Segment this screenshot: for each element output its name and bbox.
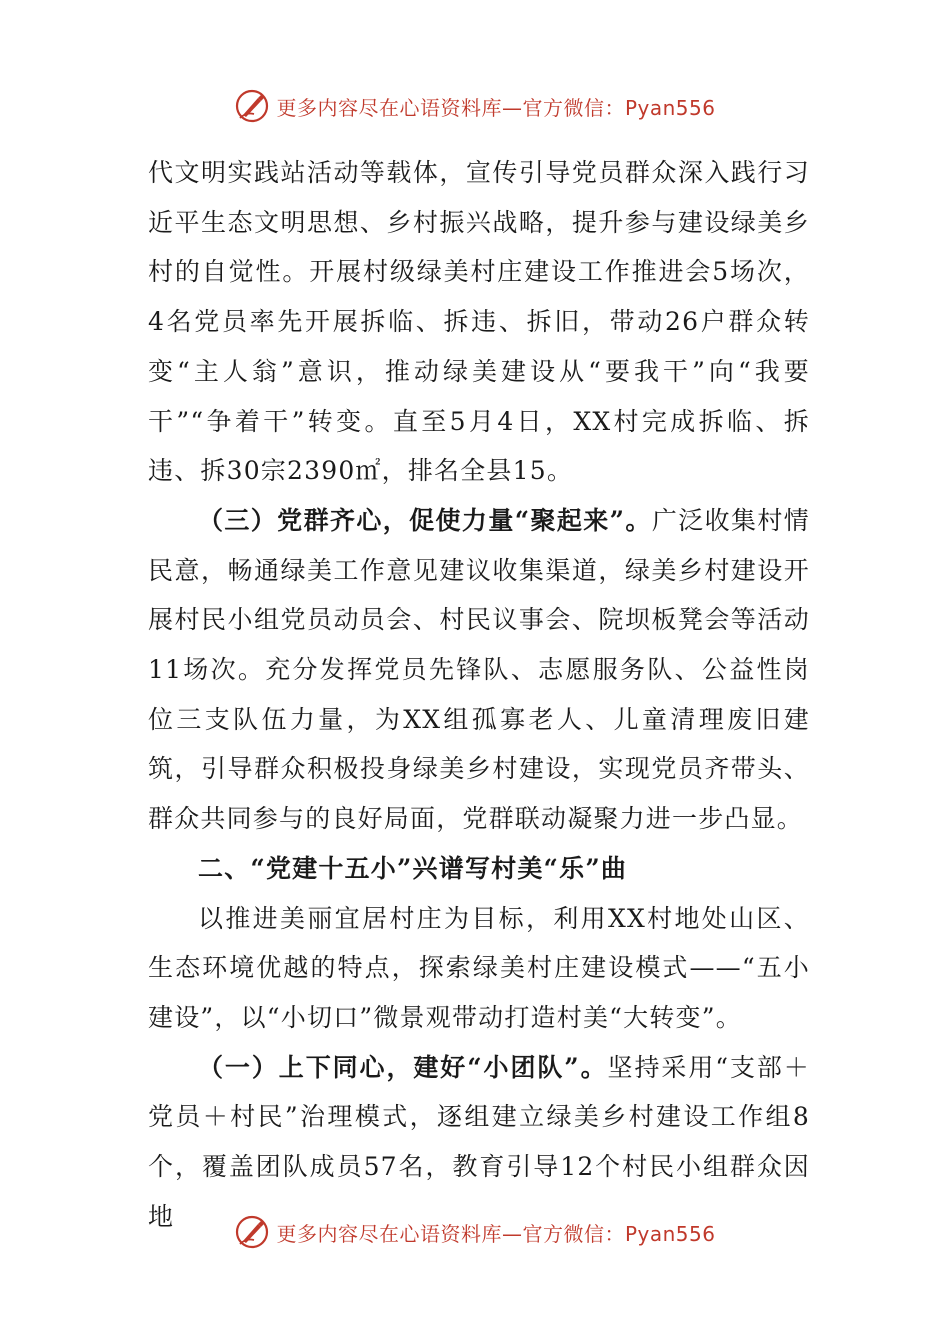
paragraph-text: 坚持采用“支部＋党员＋村民”治理模式，逐组建立绿美乡村建设工作组8个，覆盖团队成员57名，教育引导12个村民小组群众因地 [148, 1052, 810, 1231]
paragraph-text: 广泛收集村情民意，畅通绿美工作意见建议收集渠道，绿美乡村建设开展村民小组党员动员会、村民议事会、院坝板凳会等活动11场次。充分发挥党员先锋队、志愿服务队、公益性岗位三支队伍力量，为XX组孤寡老人、儿童清理废旧建筑，引导群众积极投身绿美乡村建设，实现党员齐带头、群众共同参与的良好局面，党群联动凝聚力进一步凸显。 [148, 505, 810, 834]
paragraph: 以推进美丽宜居村庄为目标，利用XX村地处山区、生态环境优越的特点，探索绿美村庄建设模式——“五小建设”，以“小切口”微景观带动打造村美“大转变”。 [148, 903, 810, 1032]
watermark-text: 更多内容尽在心语资料库—官方微信：Pyan556 [276, 1221, 716, 1246]
watermark-header [0, 86, 950, 126]
watermark-text: 更多内容尽在心语资料库—官方微信：Pyan556 [276, 95, 716, 120]
watermark-footer [0, 1212, 950, 1252]
paragraph: 代文明实践站活动等载体，宣传引导党员群众深入践行习近平生态文明思想、乡村振兴战略，提升参与建设绿美乡村的自觉性。开展村级绿美村庄建设工作推进会5场次，4名党员率先开展拆临、拆违、拆旧，带动26户群众转变“主人翁”意识，推动绿美建设从“要我干”向“我要干”“争着干”转变。直至5月4日，XX村完成拆临、拆违、拆30宗2390㎡，排名全县15。 [148, 158, 810, 486]
section-heading: 二、“党建十五小”兴谱写村美“乐”曲 [198, 853, 628, 883]
section-lead: （一）上下同心，建好“小团队”。 [198, 1052, 608, 1082]
section-lead: （三）党群齐心，促使力量“聚起来”。 [198, 505, 652, 535]
paragraph [148, 496, 810, 844]
document-body [148, 148, 810, 1241]
pen-circle-logo-icon [234, 88, 270, 124]
pen-circle-logo-icon [234, 1214, 270, 1250]
